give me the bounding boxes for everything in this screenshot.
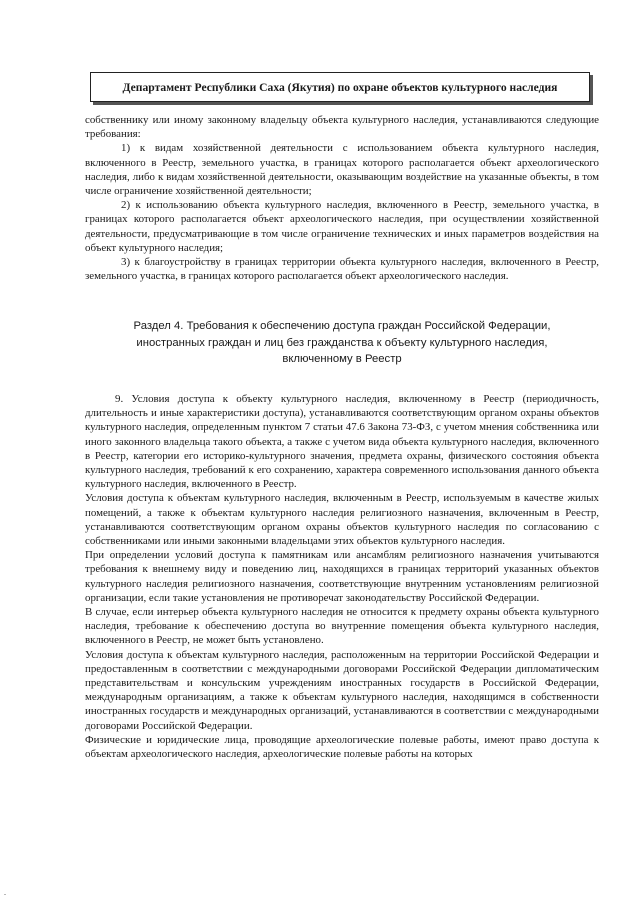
requirements-block — [85, 113, 599, 283]
paragraph-9: 9. Условия доступа к объекту культурного наследия, включенному в Реестр (периодичность, длительность и иные характеристики доступа), устанавливаются соответствующим органом охраны объектов культурного наследия, определенным пунктом 7 статьи 47.6 Закона 73-ФЗ, с учетом мнения собственника или иного законного владельца такого объекта, а также с учетом вида объекта культурного наследия, включенного в Реестр, категории его историко-культурного значения, предмета охраны, физического состояния объекта культурного наследия, требований к его сохранению, характера современного использования данного объекта культурного наследия, включенного в Реестр. — [85, 393, 599, 491]
requirement-item-2: 2) к использованию объекта культурного наследия, включенного в Реестр, земельного участка, в границах которого располагается объект археологического наследия, при осуществлении хозяйственной деятельности, предусматривающие в том числе ограничение технических и иных параметров воздействия на объект культурного наследия; — [85, 199, 599, 254]
section-heading-line-2: иностранных граждан и лиц без гражданства к объекту культурного наследия, — [136, 336, 548, 349]
requirement-item-3: 3) к благоустройству в границах территории объекта культурного наследия, включенного в Реестр, земельного участка, в границах которого располагается объект археологического наследия. — [85, 256, 599, 283]
paragraph-residential-access: Условия доступа к объектам культурного наследия, включенным в Реестр, используемым в качестве жилых помещений, а также к объектам культурного наследия религиозного назначения, включенным в Реестр, устанавливаются соответствующим органом охраны объектов культурного наследия по согласованию с собственниками или иными законными владельцами этих объектов культурного наследия. — [85, 492, 599, 548]
paragraph-religious-objects: При определении условий доступа к памятникам или ансамблям религиозного назначения учитываются требования к внешнему виду и поведению лиц, находящихся в границах территорий указанных объектов культурного наследия религиозного назначения, соответствующие внутренним установлениям религиозной организации, если такие установления не противоречат законодательству Российской Федерации. — [85, 549, 599, 604]
section-body — [85, 392, 599, 761]
paragraph-archaeological-work: Физические и юридические лица, проводящие археологические полевые работы, имеют право доступа к объектам археологического наследия, археологические полевые работы на которых — [85, 733, 599, 761]
intro-paragraph: собственнику или иному законному владельцу объекта культурного наследия, устанавливаются следующие требования: — [85, 114, 599, 141]
section-heading — [100, 318, 584, 368]
department-header — [90, 72, 590, 102]
paragraph-interior: В случае, если интерьер объекта культурного наследия не относится к предмету охраны объекта культурного наследия, требование к обеспечению доступа во внутренние помещения объекта культурного наследия, включенного в Реестр, не может быть установлено. — [85, 606, 599, 647]
section-heading-line-3: включенному в Реестр — [282, 353, 402, 366]
department-title: Департамент Республики Саха (Якутия) по охране объектов культурного наследия — [122, 80, 558, 94]
section-heading-line-1: Раздел 4. Требования к обеспечению доступа граждан Российской Федерации, — [133, 320, 551, 332]
margin-mark: . — [4, 888, 6, 897]
requirement-item-1: 1) к видам хозяйственной деятельности с использованием объекта культурного наследия, включенного в Реестр, земельного участка, в границах которого располагается объект археологического наследия, либо к видам хозяйственной деятельности, оказывающим воздействие на указанные объекты, в том числе ограничение хозяйственной деятельности; — [85, 142, 599, 198]
paragraph-diplomatic-objects: Условия доступа к объектам культурного наследия, расположенным на территории Российской Федерации и предоставленным в соответствии с международными договорами Российской Федерации дипломатическим представительствам и консульским учреждениям иностранных государств в Российской Федерации, международным организациям, а также к объектам культурного наследия, находящимся в собственности иностранных государств и международных организаций, устанавливаются в соответствии с международными договорами Российской Федерации. — [85, 648, 599, 732]
